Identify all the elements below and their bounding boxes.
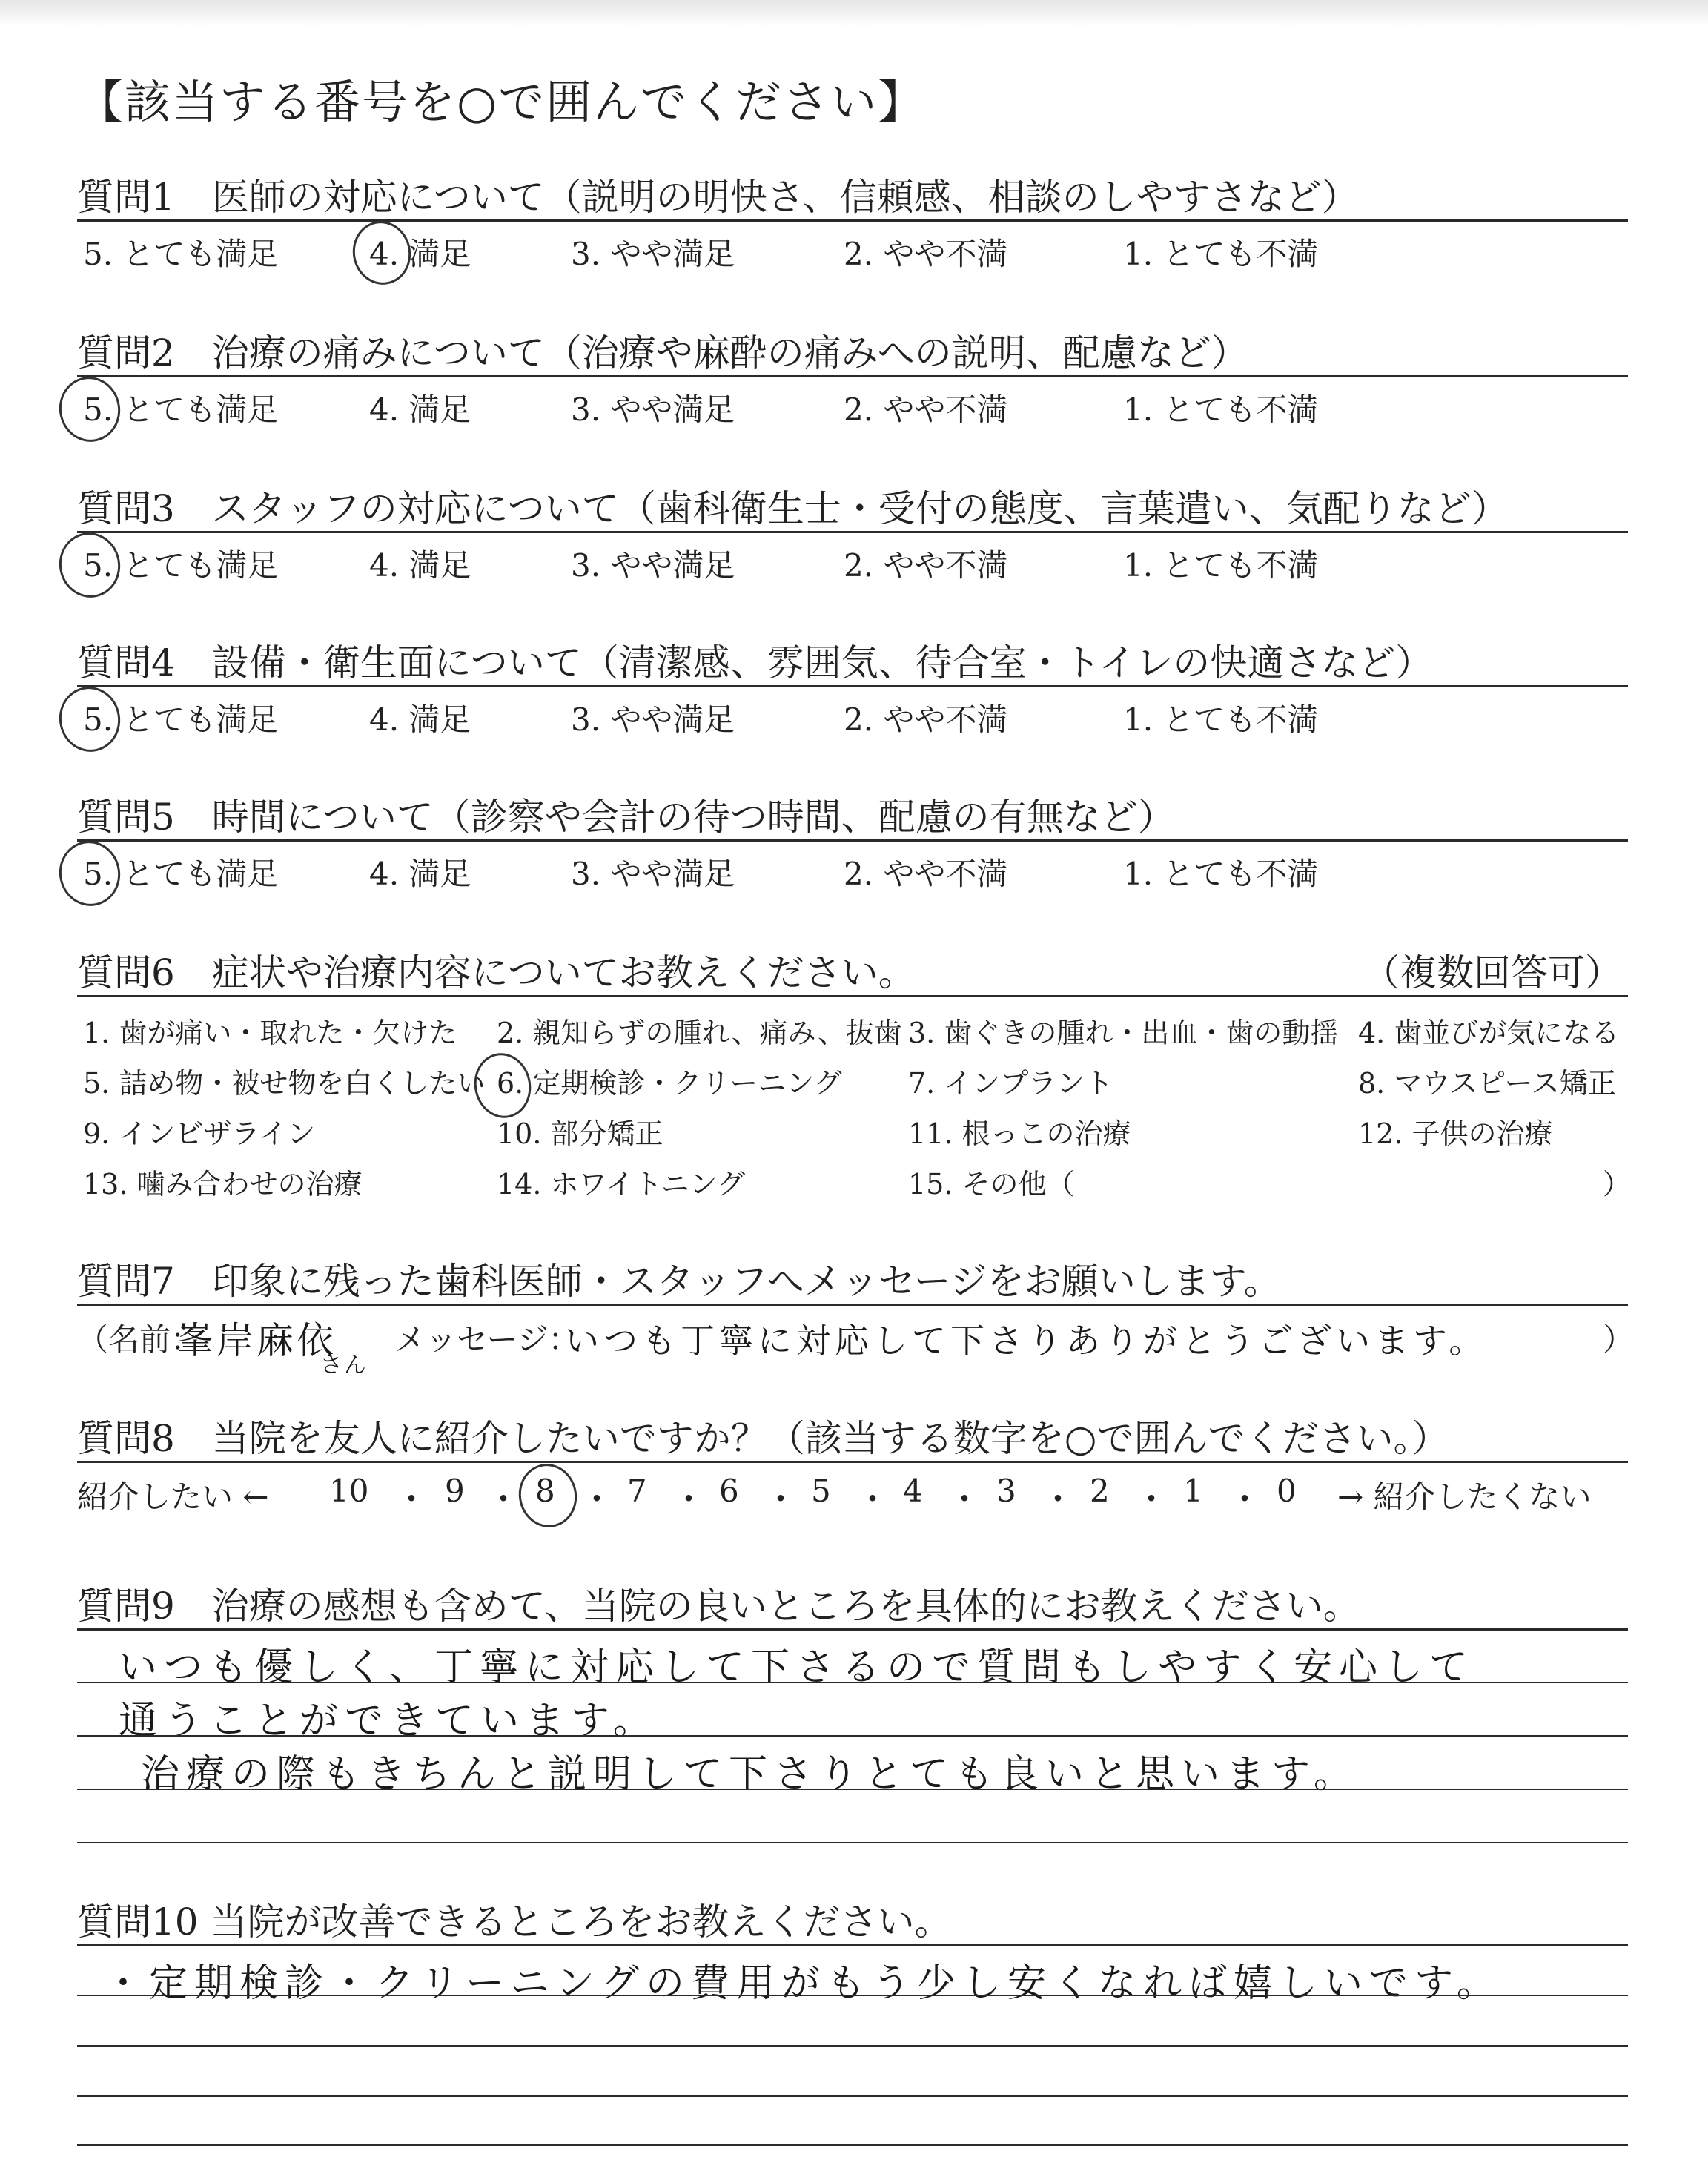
q10-writing-line	[77, 2144, 1628, 2146]
q1-answer-circle	[347, 216, 417, 290]
q8-answer-circle	[513, 1459, 583, 1533]
q9-answer-line-3[interactable]: 治療の際もきちんと説明して下さりとても良いと思います。	[141, 1752, 1359, 1797]
question-2-title: 質問2 治療の痛みについて（治療や麻酔の痛みへの説明、配慮など）	[77, 331, 1248, 374]
q8-dot: ・	[580, 1479, 614, 1519]
q6-option-1[interactable]: 1. 歯が痛い・取れた・欠けた	[83, 1017, 457, 1049]
q6-option-11[interactable]: 11. 根っこの治療	[908, 1117, 1131, 1150]
q1-option-2[interactable]: 2. やや不満	[844, 236, 1008, 272]
q2-option-3[interactable]: 3. やや満足	[571, 392, 735, 428]
q3-answer-circle	[53, 526, 127, 603]
q8-scale-9[interactable]: 9	[445, 1473, 465, 1509]
q8-dot: ・	[672, 1479, 706, 1519]
q2-answer-circle	[53, 371, 127, 447]
question-4-rule	[77, 685, 1628, 687]
question-10-title: 質問10 当院が改善できるところをお教えください。	[77, 1900, 952, 1943]
question-7-rule	[77, 1304, 1628, 1306]
q6-option-4[interactable]: 4. 歯並びが気になる	[1358, 1017, 1620, 1049]
q8-scale-8[interactable]: 8	[535, 1473, 555, 1509]
question-9-rule	[77, 1628, 1628, 1631]
q8-dot: ・	[1041, 1479, 1075, 1519]
q6-option-5[interactable]: 5. 詰め物・被せ物を白くしたい	[83, 1067, 486, 1100]
question-6-title: 質問6 症状や治療内容についてお教えください。	[77, 951, 916, 994]
q9-answer-line-1[interactable]: いつも優しく、丁寧に対応して下さるので質問もしやすく安心して	[119, 1645, 1474, 1690]
question-3-rule	[77, 531, 1628, 533]
question-1-rule	[77, 219, 1628, 222]
question-3-title: 質問3 スタッフの対応について（歯科衛生士・受付の態度、言葉遣い、気配りなど）	[77, 487, 1509, 530]
q5-option-1[interactable]: 1. とても不満	[1123, 856, 1319, 892]
q6-option-3[interactable]: 3. 歯ぐきの腫れ・出血・歯の動揺	[908, 1017, 1339, 1049]
q5-option-5[interactable]: 5. とても満足	[83, 856, 279, 892]
q1-option-3[interactable]: 3. やや満足	[571, 236, 735, 272]
q8-scale-3[interactable]: 3	[996, 1473, 1016, 1509]
q8-dot: ・	[1134, 1479, 1168, 1519]
q6-option-15[interactable]: 15. その他（	[908, 1168, 1075, 1200]
q6-option-2[interactable]: 2. 親知らずの腫れ、痛み、抜歯	[497, 1017, 902, 1049]
q4-option-1[interactable]: 1. とても不満	[1123, 701, 1319, 738]
q9-writing-line	[77, 1682, 1628, 1683]
question-2-rule	[77, 375, 1628, 377]
question-6-note: （複数回答可）	[1363, 951, 1622, 994]
q8-scale-2[interactable]: 2	[1090, 1473, 1110, 1509]
q8-dot: ・	[486, 1479, 520, 1519]
question-6-rule	[77, 995, 1628, 997]
q2-option-2[interactable]: 2. やや不満	[844, 392, 1008, 428]
q6-option-8[interactable]: 8. マウスピース矯正	[1358, 1067, 1616, 1100]
q5-option-2[interactable]: 2. やや不満	[844, 856, 1008, 892]
q1-option-5[interactable]: 5. とても満足	[83, 236, 279, 272]
q10-answer-line-1[interactable]: ・定期検診・クリーニングの費用がもう少し安くなれば嬉しいです。	[104, 1961, 1502, 2006]
q2-option-1[interactable]: 1. とても不満	[1123, 392, 1319, 428]
q9-writing-line	[77, 1789, 1628, 1790]
q6-option-10[interactable]: 10. 部分矯正	[497, 1117, 663, 1150]
q8-dot: ・	[1228, 1479, 1262, 1519]
q8-scale-0[interactable]: 0	[1277, 1473, 1297, 1509]
q6-option-12[interactable]: 12. 子供の治療	[1358, 1117, 1553, 1150]
q5-option-3[interactable]: 3. やや満足	[571, 856, 735, 892]
page-heading: 【該当する番号を○で囲んでください】	[77, 75, 926, 129]
q7-name-label: （名前：	[77, 1321, 202, 1358]
q4-option-4[interactable]: 4. 満足	[369, 701, 471, 738]
q9-writing-line	[77, 1735, 1628, 1737]
q7-close-paren: ）	[1603, 1321, 1635, 1358]
question-1-title: 質問1 医師の対応について（説明の明快さ、信頼感、相談のしやすさなど）	[77, 176, 1359, 219]
q6-option-6[interactable]: 6. 定期検診・クリーニング	[497, 1067, 842, 1100]
q8-scale-6[interactable]: 6	[719, 1473, 739, 1509]
q6-option-13[interactable]: 13. 噛み合わせの治療	[83, 1168, 363, 1200]
q10-writing-line	[77, 1995, 1628, 1996]
q8-dot: ・	[947, 1479, 982, 1519]
q7-message-value[interactable]: いつも丁寧に対応して下さりありがとうございます。	[565, 1321, 1488, 1361]
question-4-title: 質問4 設備・衛生面について（清潔感、雰囲気、待合室・トイレの快適さなど）	[77, 641, 1433, 684]
question-5-title: 質問5 時間について（診察や会計の待つ時間、配慮の有無など）	[77, 796, 1175, 839]
q1-option-1[interactable]: 1. とても不満	[1123, 236, 1319, 272]
q8-scale-7[interactable]: 7	[627, 1473, 647, 1509]
q8-dot: ・	[764, 1479, 798, 1519]
q3-option-2[interactable]: 2. やや不満	[844, 547, 1008, 584]
q7-name-value[interactable]: 峯岸麻依	[176, 1319, 337, 1362]
q8-scale-1[interactable]: 1	[1183, 1473, 1203, 1509]
question-8-rule	[77, 1461, 1628, 1463]
q1-option-4[interactable]: 4. 満足	[369, 236, 471, 272]
q8-right-label: → 紹介したくない	[1337, 1479, 1592, 1515]
q2-option-5[interactable]: 5. とても満足	[83, 392, 279, 428]
q3-option-1[interactable]: 1. とても不満	[1123, 547, 1319, 584]
question-7-title: 質問7 印象に残った歯科医師・スタッフへメッセージをお願いします。	[77, 1260, 1281, 1303]
q10-writing-line	[77, 2045, 1628, 2047]
q7-honorific: さん	[320, 1353, 368, 1378]
q6-option-9[interactable]: 9. インビザライン	[83, 1117, 316, 1150]
q8-scale-10[interactable]: 10	[329, 1473, 369, 1509]
q3-option-5[interactable]: 5. とても満足	[83, 547, 279, 584]
q5-option-4[interactable]: 4. 満足	[369, 856, 471, 892]
q2-option-4[interactable]: 4. 満足	[369, 392, 471, 428]
q8-scale-5[interactable]: 5	[811, 1473, 831, 1509]
question-9-title: 質問9 治療の感想も含めて、当院の良いところを具体的にお教えください。	[77, 1585, 1360, 1628]
q4-answer-circle	[53, 681, 127, 757]
q9-answer-line-2[interactable]: 通うことができています。	[119, 1699, 658, 1743]
q3-option-4[interactable]: 4. 満足	[369, 547, 471, 584]
question-10-rule	[77, 1944, 1628, 1946]
q4-option-3[interactable]: 3. やや満足	[571, 701, 735, 738]
q5-answer-circle	[53, 835, 127, 911]
q9-writing-line	[77, 1842, 1628, 1843]
q3-option-3[interactable]: 3. やや満足	[571, 547, 735, 584]
q8-dot: ・	[855, 1479, 890, 1519]
q4-option-2[interactable]: 2. やや不満	[844, 701, 1008, 738]
q8-left-label: 紹介したい ←	[77, 1479, 269, 1515]
q6-option-15-close: ）	[1603, 1168, 1632, 1200]
q6-option-14[interactable]: 14. ホワイトニング	[497, 1168, 746, 1200]
q4-option-5[interactable]: 5. とても満足	[83, 701, 279, 738]
q8-scale-4[interactable]: 4	[903, 1473, 923, 1509]
q7-message-label: メッセージ：	[394, 1321, 580, 1358]
question-8-title: 質問8 当院を友人に紹介したいですか？（該当する数字を○で囲んでください。）	[77, 1417, 1449, 1460]
q8-dot: ・	[394, 1479, 428, 1519]
question-5-rule	[77, 839, 1628, 842]
scan-edge	[0, 0, 1708, 27]
q6-option-7[interactable]: 7. インプラント	[908, 1067, 1113, 1100]
q10-writing-line	[77, 2095, 1628, 2097]
